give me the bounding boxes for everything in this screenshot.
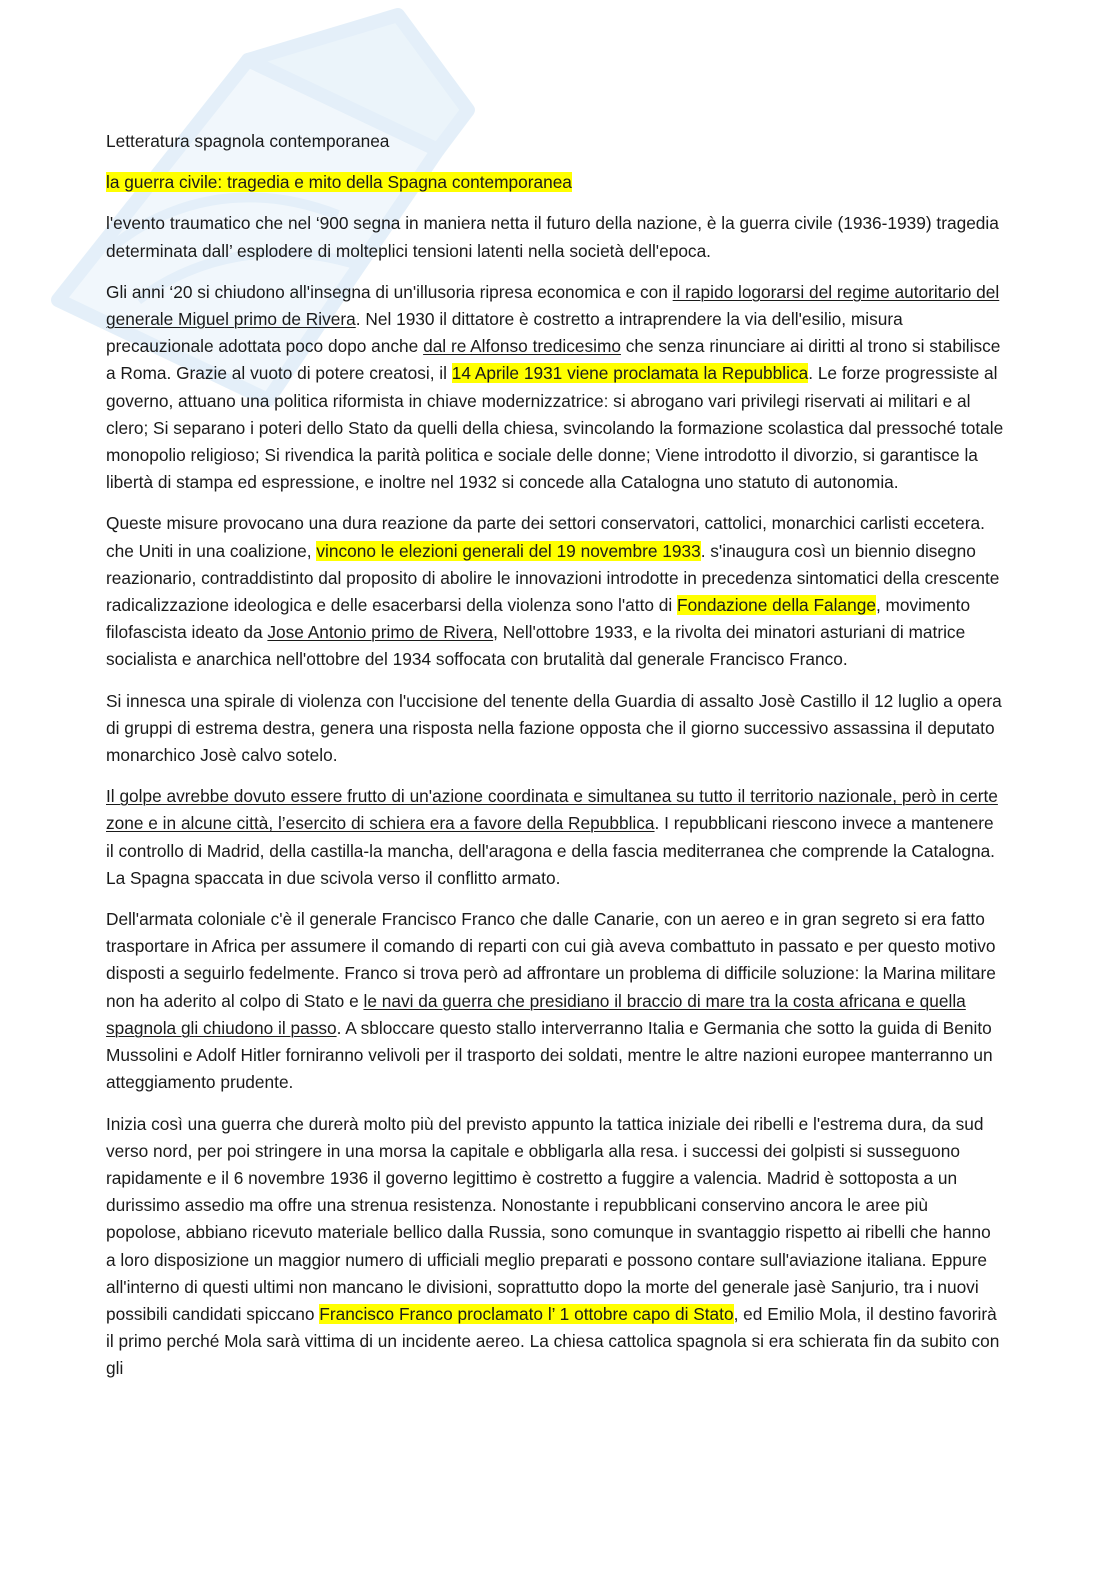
paragraph-7 bbox=[106, 1111, 1004, 1383]
underlined-text: il rapido logorarsi del regime autoritario del generale Miguel primo de Rivera bbox=[106, 281, 1000, 330]
text-segment: Gli anni ‘20 si chiudono all'insegna di un'illusoria ripresa economica e con bbox=[106, 281, 673, 302]
underlined-text: le navi da guerra che presidiano il braccio di mare tra la costa africana e quella spagnola gli chiudono il passo bbox=[106, 990, 966, 1038]
highlighted-text: 14 Aprile 1931 viene proclamata la Repubblica bbox=[451, 363, 809, 384]
text-segment: . Nel 1930 il dittatore è costretto a intraprendere la via dell'esilio, misura precauzionale adottata poco dopo anche bbox=[106, 309, 903, 357]
paragraph-6 bbox=[106, 906, 1004, 1096]
paragraph-2 bbox=[106, 279, 1004, 497]
section-heading bbox=[106, 169, 1004, 196]
text-segment: , ed Emilio Mola, il destino favorirà il primo perché Mola sarà vittima di un incidente aereo. La chiesa cattolica spagnola si era schierata fin da subito con gli bbox=[106, 1303, 1000, 1379]
paragraph-1: l'evento traumatico che nel ‘900 segna in maniera netta il futuro della nazione, è la guerra civile (1936-1939) tragedia determinata dall’ esplodere di molteplici tensioni latenti nella società dell'epoca. bbox=[106, 213, 999, 261]
document-title: Letteratura spagnola contemporanea bbox=[106, 131, 390, 151]
text-segment: Dell'armata coloniale c'è il generale Francisco Franco che dalle Canarie, con un aereo e in gran segreto si era fatto trasportare in Africa per assumere il comando di reparti con cui già aveva combattuto in passato e per questo motivo disposti a seguirlo fedelmente. Franco si trova però ad affrontare un problema di difficile soluzione: la Marina militare non ha aderito al colpo di Stato e bbox=[106, 909, 996, 1011]
highlighted-text: Francisco Franco proclamato l’ 1 ottobre capo di Stato bbox=[319, 1303, 734, 1324]
highlighted-heading: la guerra civile: tragedia e mito della Spagna contemporanea bbox=[106, 172, 572, 193]
document-page bbox=[106, 128, 1004, 1397]
text-segment: , Nell'ottobre 1933, e la rivolta dei minatori asturiani di matrice socialista e anarchica nell'ottobre del 1934 soffocata con brutalità dal generale Francisco Franco. bbox=[106, 622, 966, 670]
text-segment: Queste misure provocano una dura reazione da parte dei settori conservatori, cattolici, monarchici carlisti eccetera. che Uniti in una coalizione, bbox=[106, 513, 985, 561]
paragraph-3 bbox=[106, 510, 1004, 673]
text-segment: . A sbloccare questo stallo interverranno Italia e Germania che sotto la guida di Benito Mussolini e Adolf Hitler forniranno velivoli per il trasporto dei soldati, mentre le altre nazioni europee manterranno un atteggiamento prudente. bbox=[106, 1017, 993, 1093]
text-segment: . I repubblicani riescono invece a mantenere il controllo di Madrid, della castilla-la mancha, dell'aragona e della fascia mediterranea che comprende la Catalogna. La Spagna spaccata in due scivola verso il conflitto armato. bbox=[106, 813, 995, 888]
highlighted-text: vincono le elezioni generali del 19 novembre 1933 bbox=[316, 540, 701, 561]
text-segment: che senza rinunciare ai diritti al trono si stabilisce a Roma. Grazie al vuoto di potere creatosi, il bbox=[106, 336, 1001, 384]
text-segment: , movimento filofascista ideato da bbox=[106, 595, 971, 643]
underlined-text: Jose Antonio primo de Rivera bbox=[267, 622, 494, 643]
text-segment: Inizia così una guerra che durerà molto più del previsto appunto la tattica iniziale dei ribelli e l'estrema dura, da sud verso nord, per poi stringere in una morsa la capitale e obbligarla alla resa. i successi dei golpisti si susseguono rapidamente e il 6 novembre 1936 il governo legittimo è costretto a fuggire a valencia. Madrid è sottoposta a un durissimo assedio ma offre una strenua resistenza. Nonostante i repubblicani conservino ancora le aree più popolose, abbiano ricevuto materiale bellico dalla Russia, sono comunque in svantaggio rispetto ai ribelli che hanno a loro disposizione un maggior numero di ufficiali meglio preparati e possono contare sull'aviazione italiana. Eppure all'interno di questi ultimi non mancano le divisioni, soprattutto dopo la morte del generale jasè Sanjurio, tra i nuovi possibili candidati spiccano bbox=[106, 1113, 991, 1324]
underlined-text: dal re Alfonso tredicesimo bbox=[423, 336, 621, 357]
paragraph-5 bbox=[106, 783, 1004, 892]
text-segment: . Le forze progressiste al governo, attuano una politica riformista in chiave modernizzatrice: si abrogano vari privilegi riservati ai militari e al clero; Si separano i poteri dello Stato da quelli della chiesa, svincolando la formazione scolastica dal pressoché totale monopolio religioso; Si rivendica la parità politica e sociale delle donne; Viene introdotto il divorzio, si garantisce la libertà di stampa ed espressione, e inoltre nel 1932 si concede alla Catalogna uno statuto di autonomia. bbox=[106, 363, 1004, 493]
paragraph-4: Si innesca una spirale di violenza con l'uccisione del tenente della Guardia di assalto Josè Castillo il 12 luglio a opera di gruppi di estrema destra, genera una risposta nella fazione opposta che il giorno successivo assassina il deputato monarchico Josè calvo sotelo. bbox=[106, 690, 1002, 766]
underlined-text: Il golpe avrebbe dovuto essere frutto di un'azione coordinata e simultanea su tutto il territorio nazionale, però in certe zone e in alcune città, l’esercito di schiera era a favore della Repubblica bbox=[106, 786, 998, 834]
text-segment: . s'inaugura così un biennio disegno reazionario, contraddistinto dal proposito di abolire le innovazioni introdotte in precedenza sintomatici della crescente radicalizzazione ideologica e delle esacerbarsi della violenza sono l'atto di bbox=[106, 540, 1000, 616]
highlighted-text: Fondazione della Falange bbox=[677, 595, 876, 616]
